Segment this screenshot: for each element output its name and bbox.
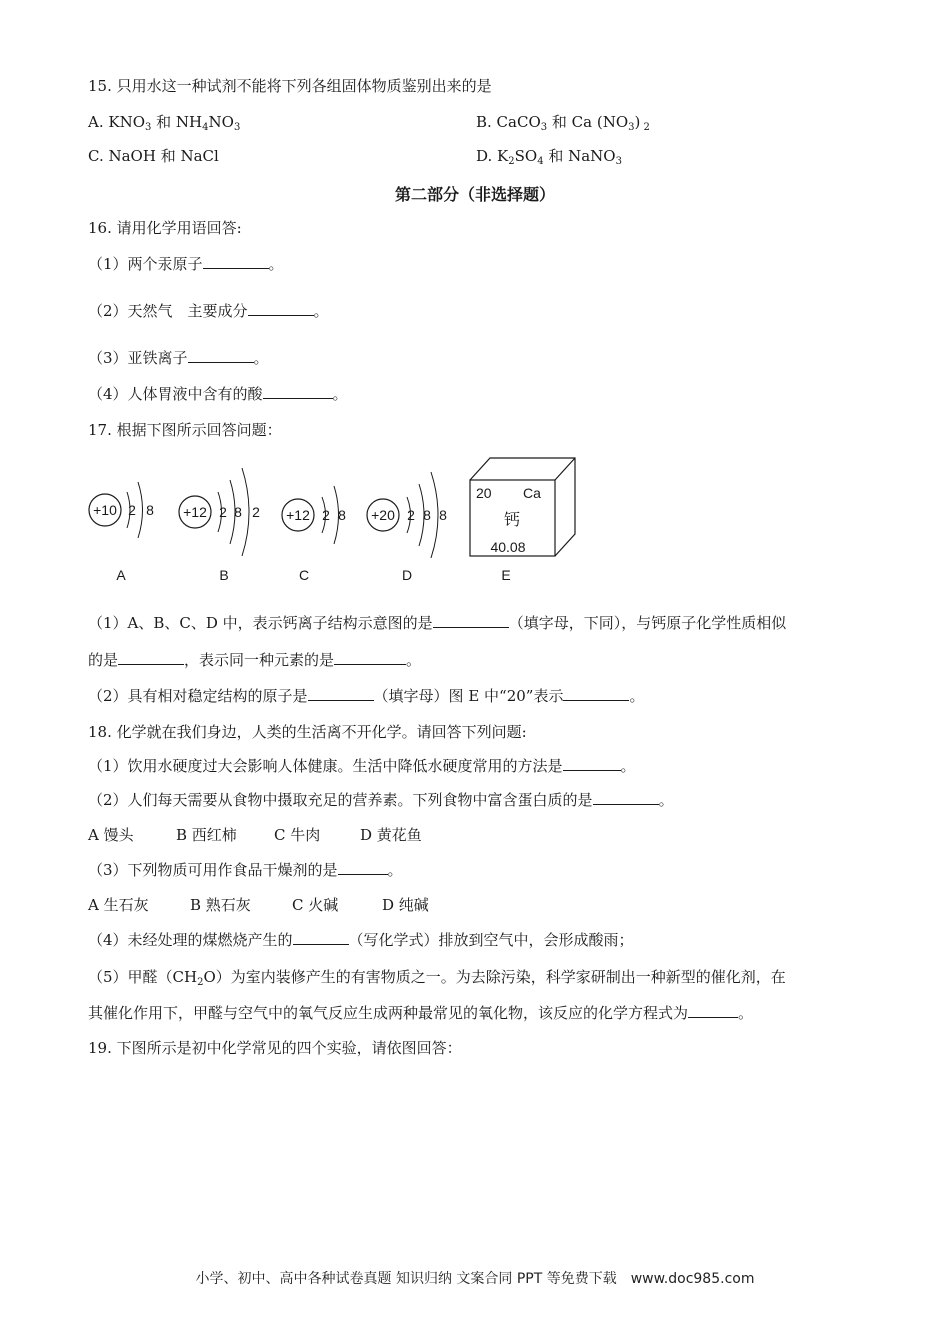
answer-blank[interactable]: [593, 790, 659, 805]
q15-option-b: B. CaCO$_3$ 和 Ca $(NO_3)$ $_2$: [476, 113, 650, 133]
q18-part3-options: A 生石灰 B 熟石灰 C 火碱 D 纯碱: [88, 896, 429, 914]
q17-part1-line1: （1）A、B、C、D 中，表示钙离子结构示意图的是 （填字母，下同），与钙原子化学性质相似: [88, 614, 787, 632]
svg-text:8: 8: [234, 504, 242, 520]
q18-part4: （4）未经处理的煤燃烧产生的 （写化学式）排放到空气中，会形成酸雨；: [88, 931, 634, 949]
atom-diagram-a: [89, 482, 154, 583]
svg-text:D: D: [401, 567, 413, 583]
q18-stem: 18. 化学就在我们身边，人类的生活离不开化学。请回答下列问题:: [88, 723, 527, 741]
svg-text:40.08: 40.08: [490, 539, 526, 555]
q16-item-1: （1）两个汞原子 。: [88, 255, 284, 273]
q18-part2: （2）人们每天需要从食物中摄取充足的营养素。下列食物中富含蛋白质的是 。: [88, 791, 674, 809]
svg-text:+12: +12: [286, 507, 310, 523]
q16-stem: 16. 请用化学用语回答:: [88, 219, 242, 237]
q16-item-3: （3）亚铁离子 。: [88, 349, 269, 367]
answer-blank[interactable]: [563, 686, 629, 701]
answer-blank[interactable]: [188, 348, 254, 363]
svg-text:2: 2: [407, 507, 415, 523]
q18-part1: （1）饮用水硬度过大会影响人体健康。生活中降低水硬度常用的方法是 。: [88, 757, 636, 775]
svg-text:2: 2: [219, 504, 227, 520]
svg-text:+10: +10: [93, 502, 117, 518]
svg-text:2: 2: [322, 507, 330, 523]
q19-stem: 19. 下图所示是初中化学常见的四个实验，请依图回答：: [88, 1039, 462, 1057]
svg-text:2: 2: [252, 504, 260, 520]
periodic-element-box: [470, 458, 575, 583]
svg-text:Ca: Ca: [523, 485, 541, 501]
svg-text:+20: +20: [371, 507, 395, 523]
svg-text:+12: +12: [183, 504, 207, 520]
atomic-structure-figure: [80, 450, 590, 590]
answer-blank[interactable]: [293, 930, 349, 945]
answer-blank[interactable]: [338, 860, 388, 875]
answer-blank[interactable]: [118, 650, 184, 665]
svg-text:C: C: [298, 567, 310, 583]
atom-diagram-c: [282, 486, 346, 583]
answer-blank[interactable]: [334, 650, 406, 665]
svg-text:E: E: [501, 567, 511, 583]
q15-option-a: A. $KNO_3$ 和 $NH_4NO_3$: [88, 113, 241, 133]
answer-blank[interactable]: [688, 1003, 738, 1018]
page-footer: 小学、初中、高中各种试卷真题 知识归纳 文案合同 PPT 等免费下载 www.doc985.com: [195, 1271, 755, 1287]
q16-item-2: （2）天然气 主要成分 。: [88, 302, 329, 320]
section-title: 第二部分（非选择题）: [394, 185, 555, 204]
answer-blank[interactable]: [203, 254, 269, 269]
svg-text:B: B: [219, 567, 229, 583]
svg-text:8: 8: [338, 507, 346, 523]
svg-text:8: 8: [439, 507, 447, 523]
svg-text:A: A: [116, 567, 126, 583]
q15-option-d: D. $K_2SO_4$ 和 NaNO$_3$: [476, 147, 622, 167]
svg-text:2: 2: [128, 502, 136, 518]
q15-stem: 15. 只用水这一种试剂不能将下列各组固体物质鉴别出来的是: [88, 77, 492, 95]
answer-blank[interactable]: [433, 613, 509, 628]
answer-blank[interactable]: [563, 756, 621, 771]
q16-item-4: （4）人体胃液中含有的酸 。: [88, 385, 348, 403]
q18-part5-line2: 其催化作用下，甲醛与空气中的氧气反应生成两种最常见的氧化物，该反应的化学方程式为 。: [88, 1004, 754, 1022]
q17-stem: 17. 根据下图所示回答问题：: [88, 421, 282, 439]
q15-option-c: C. NaOH 和 NaCl: [88, 147, 219, 165]
svg-text:20: 20: [476, 485, 492, 501]
svg-text:8: 8: [146, 502, 154, 518]
q18-part3: （3）下列物质可用作食品干燥剂的是 。: [88, 861, 403, 879]
answer-blank[interactable]: [308, 686, 374, 701]
q18-part2-options: A 馒头 B 西红柿 C 牛肉 D 黄花鱼: [88, 826, 422, 844]
atom-diagram-b: [179, 468, 260, 583]
q18-part5-line1: （5）甲醛$(CH_2O)$为室内装修产生的有害物质之一。为去除污染，科学家研制出一种新型的催化剂，在: [88, 968, 786, 988]
atom-diagram-d: [367, 472, 447, 583]
svg-text:钙: 钙: [503, 512, 521, 529]
answer-blank[interactable]: [248, 301, 314, 316]
q17-part1-line2: 的是 ，表示同一种元素的是 。: [88, 651, 422, 669]
q17-part2: （2）具有相对稳定结构的原子是 （填字母）图 E 中“20”表示 。: [88, 687, 645, 705]
answer-blank[interactable]: [263, 384, 333, 399]
svg-text:8: 8: [423, 507, 431, 523]
